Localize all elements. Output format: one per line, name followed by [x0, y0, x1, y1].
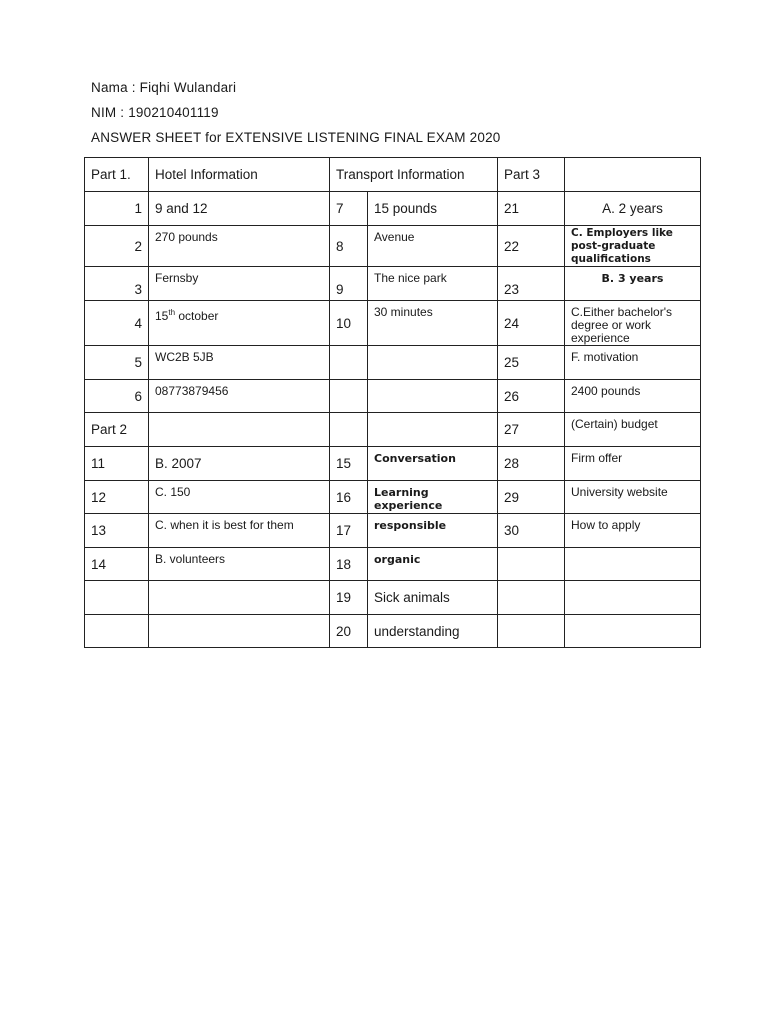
answer-cell: Fernsby [149, 267, 330, 301]
table-row [85, 413, 701, 447]
part2-label: Part 2 [85, 413, 149, 447]
empty-cell [149, 615, 330, 648]
empty-cell [330, 346, 368, 380]
answer-cell: C. Employers like post-graduate qualifications [565, 226, 701, 267]
question-number: 18 [330, 548, 368, 581]
answer-cell: 9 and 12 [149, 192, 330, 226]
empty-cell [565, 615, 701, 648]
header-transport-information: Transport Information [330, 158, 498, 192]
table-row [85, 481, 701, 514]
question-number: 14 [85, 548, 149, 581]
answer-cell: 2400 pounds [565, 380, 701, 413]
answer-cell: Avenue [368, 226, 498, 267]
empty-cell [498, 548, 565, 581]
answer-cell: (Certain) budget [565, 413, 701, 447]
answer-cell: A. 2 years [565, 192, 701, 226]
answer-cell [149, 301, 330, 346]
empty-cell [368, 346, 498, 380]
empty-cell [498, 581, 565, 615]
answer-cell: C.Either bachelor's degree or work experience [565, 301, 701, 346]
empty-cell [330, 413, 368, 447]
answer-cell: University website [565, 481, 701, 514]
table-row [85, 301, 701, 346]
answer-cell: 15 pounds [368, 192, 498, 226]
answer-cell: responsible [368, 514, 498, 548]
question-number: 15 [330, 447, 368, 481]
question-number: 8 [330, 226, 368, 267]
question-number: 16 [330, 481, 368, 514]
empty-cell [149, 581, 330, 615]
header-blank [565, 158, 701, 192]
question-number: 7 [330, 192, 368, 226]
table-row [85, 447, 701, 481]
empty-cell [149, 413, 330, 447]
question-number: 9 [330, 267, 368, 301]
table-row [85, 380, 701, 413]
question-number: 21 [498, 192, 565, 226]
answer-cell: B. volunteers [149, 548, 330, 581]
question-number: 20 [330, 615, 368, 648]
empty-cell [85, 615, 149, 648]
answer-sheet-title: ANSWER SHEET for EXTENSIVE LISTENING FINAL EXAM 2020 [91, 130, 501, 145]
question-number: 4 [85, 301, 149, 346]
answer-cell: Firm offer [565, 447, 701, 481]
question-number: 12 [85, 481, 149, 514]
empty-cell [498, 615, 565, 648]
answer-cell: C. 150 [149, 481, 330, 514]
answer-cell: 08773879456 [149, 380, 330, 413]
answer-cell: The nice park [368, 267, 498, 301]
answer-cell: How to apply [565, 514, 701, 548]
table-row [85, 548, 701, 581]
answer-date-month: october [175, 309, 219, 323]
answer-cell: WC2B 5JB [149, 346, 330, 380]
empty-cell [565, 581, 701, 615]
student-name-line: Nama : Fiqhi Wulandari [91, 80, 237, 95]
header-part1: Part 1. [85, 158, 149, 192]
question-number: 29 [498, 481, 565, 514]
table-row [85, 615, 701, 648]
table-header-row [85, 158, 701, 192]
empty-cell [85, 581, 149, 615]
question-number: 28 [498, 447, 565, 481]
answer-date-number: 15 [155, 309, 169, 323]
question-number: 11 [85, 447, 149, 481]
header-part3: Part 3 [498, 158, 565, 192]
question-number: 26 [498, 380, 565, 413]
question-number: 3 [85, 267, 149, 301]
answer-date-suffix: th [168, 308, 176, 317]
empty-cell [330, 380, 368, 413]
answer-cell: understanding [368, 615, 498, 648]
question-number: 23 [498, 267, 565, 301]
answer-cell: C. when it is best for them [149, 514, 330, 548]
question-number: 10 [330, 301, 368, 346]
question-number: 30 [498, 514, 565, 548]
table-row [85, 267, 701, 301]
header-hotel-information: Hotel Information [149, 158, 330, 192]
question-number: 5 [85, 346, 149, 380]
answer-cell: B. 2007 [149, 447, 330, 481]
answer-cell: 30 minutes [368, 301, 498, 346]
question-number: 27 [498, 413, 565, 447]
answer-cell: 270 pounds [149, 226, 330, 267]
question-number: 2 [85, 226, 149, 267]
answer-cell: Sick animals [368, 581, 498, 615]
question-number: 6 [85, 380, 149, 413]
question-number: 1 [85, 192, 149, 226]
empty-cell [565, 548, 701, 581]
question-number: 24 [498, 301, 565, 346]
question-number: 25 [498, 346, 565, 380]
table-row [85, 346, 701, 380]
table-row [85, 192, 701, 226]
answer-cell: F. motivation [565, 346, 701, 380]
question-number: 13 [85, 514, 149, 548]
answer-cell: Learning experience [368, 481, 498, 514]
table-row [85, 581, 701, 615]
empty-cell [368, 413, 498, 447]
answer-cell: organic [368, 548, 498, 581]
question-number: 22 [498, 226, 565, 267]
answer-table [84, 157, 701, 648]
question-number: 17 [330, 514, 368, 548]
table-row [85, 226, 701, 267]
question-number: 19 [330, 581, 368, 615]
table-row [85, 514, 701, 548]
student-nim-line: NIM : 190210401119 [91, 105, 219, 120]
answer-cell: Conversation [368, 447, 498, 481]
answer-cell: B. 3 years [565, 267, 701, 301]
empty-cell [368, 380, 498, 413]
